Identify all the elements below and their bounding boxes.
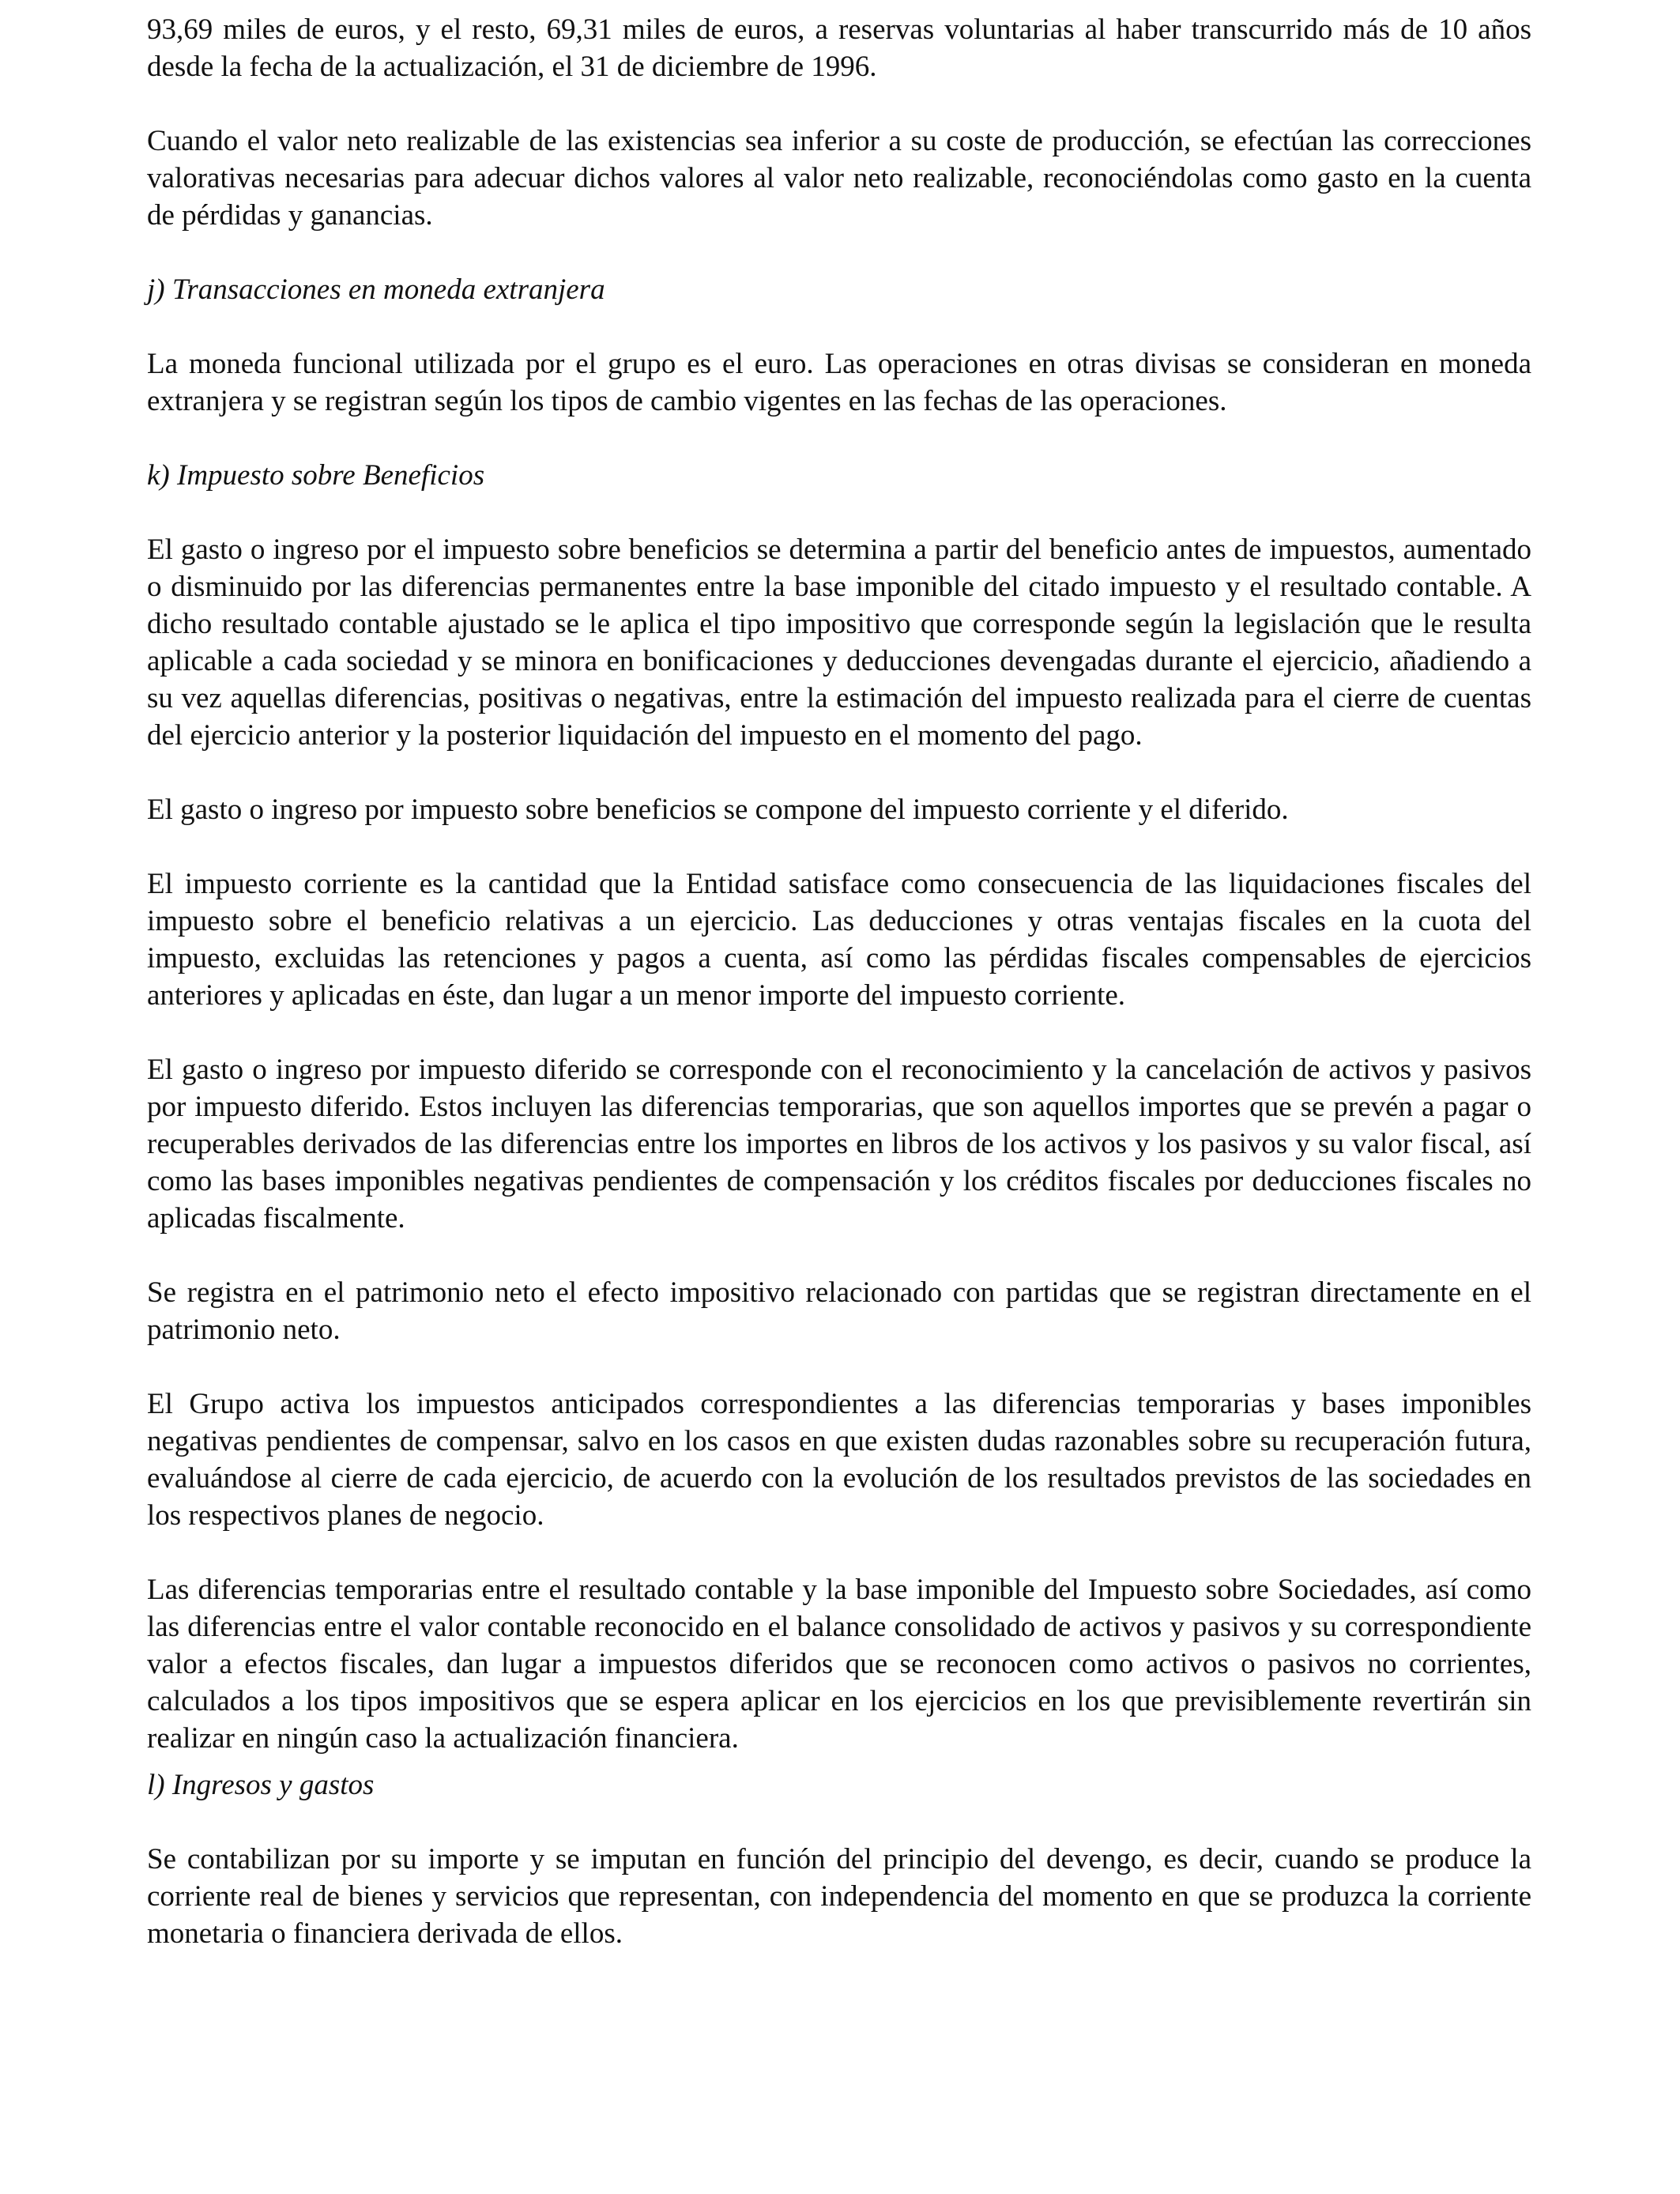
section-heading-foreign-currency: j) Transacciones en moneda extranjera — [147, 273, 605, 306]
paragraph-accrual-principle: Se contabilizan por su importe y se imputan en función del principio del devengo, es decir, cuando se produce la corriente real de bienes y servicios que representan, con independencia del momento en que se produzca la corriente monetaria o financiera derivada de ellos. — [147, 1843, 1531, 1950]
paragraph-tax-composition: El gasto o ingreso por impuesto sobre beneficios se compone del impuesto corriente y el diferido. — [147, 794, 1289, 826]
paragraph-deferred-tax: El gasto o ingreso por impuesto diferido se corresponde con el reconocimiento y la cancelación de activos y pasivos por impuesto diferido. Estos incluyen las diferencias temporarias, que son aquellos importes que se prevén a pagar o recuperables derivados de las diferencias entre los importes en libros de los activos y los pasivos y su valor fiscal, así como las bases imponibles negativas pendientes de compensación y los créditos fiscales por deducciones fiscales no aplicadas fiscalmente. — [147, 1054, 1531, 1235]
paragraph-temporary-differences: Las diferencias temporarias entre el resultado contable y la base imponible del Impuesto sobre Sociedades, así como las diferencias entre el valor contable reconocido en el balance consolidado de activos y pasivos y su correspondiente valor a efectos fiscales, dan lugar a impuestos diferidos que se reconocen como activos o pasivos no corrientes, calculados a los tipos impositivos que se espera aplicar en los ejercicios en los que previsiblemente revertirán sin realizar en ningún caso la actualización financiera. — [147, 1574, 1531, 1755]
paragraph-equity-tax-effect: Se registra en el patrimonio neto el efecto impositivo relacionado con partidas que se registran directamente en el patrimonio neto. — [147, 1276, 1531, 1346]
paragraph-tax-determination: El gasto o ingreso por el impuesto sobre beneficios se determina a partir del beneficio antes de impuestos, aumentado o disminuido por las diferencias permanentes entre la base imponible del citado impuesto y el resultado contable. A dicho resultado contable ajustado se le aplica el tipo impositivo que corresponde según la legislación que le resulta aplicable a cada sociedad y se minora en bonificaciones y deducciones devengadas durante el ejercicio, añadiendo a su vez aquellas diferencias, positivas o negativas, entre la estimación del impuesto realizada para el cierre de cuentas del ejercicio anterior y la posterior liquidación del impuesto en el momento del pago. — [147, 533, 1531, 752]
paragraph-deferred-tax-assets: El Grupo activa los impuestos anticipados correspondientes a las diferencias temporarias y bases imponibles negativas pendientes de compensar, salvo en los casos en que existen dudas razonables sobre su recuperación futura, evaluándose al cierre de cada ejercicio, de acuerdo con la evolución de los resultados previstos de las sociedades en los respectivos planes de negocio. — [147, 1388, 1531, 1532]
paragraph-reserves-transfer: 93,69 miles de euros, y el resto, 69,31 miles de euros, a reservas voluntarias al haber transcurrido más de 10 años desde la fecha de la actualización, el 31 de diciembre de 1996. — [147, 13, 1531, 83]
paragraph-current-tax: El impuesto corriente es la cantidad que la Entidad satisface como consecuencia de las liquidaciones fiscales del impuesto sobre el beneficio relativas a un ejercicio. Las deducciones y otras ventajas fiscales en la cuota del impuesto, excluidas las retenciones y pagos a cuenta, así como las pérdidas fiscales compensables de ejercicios anteriores y aplicadas en éste, dan lugar a un menor importe del impuesto corriente. — [147, 868, 1531, 1012]
paragraph-functional-currency: La moneda funcional utilizada por el grupo es el euro. Las operaciones en otras divisas se consideran en moneda extranjera y se registran según los tipos de cambio vigentes en las fechas de las operaciones. — [147, 348, 1531, 417]
section-heading-income-expenses: l) Ingresos y gastos — [147, 1769, 375, 1801]
document-page — [147, 11, 1531, 1989]
section-heading-income-tax: k) Impuesto sobre Beneficios — [147, 459, 485, 492]
paragraph-inventory-valuation: Cuando el valor neto realizable de las existencias sea inferior a su coste de producción, se efectúan las correcciones valorativas necesarias para adecuar dichos valores al valor neto realizable, reconociéndolas como gasto en la cuenta de pérdidas y ganancias. — [147, 125, 1531, 232]
